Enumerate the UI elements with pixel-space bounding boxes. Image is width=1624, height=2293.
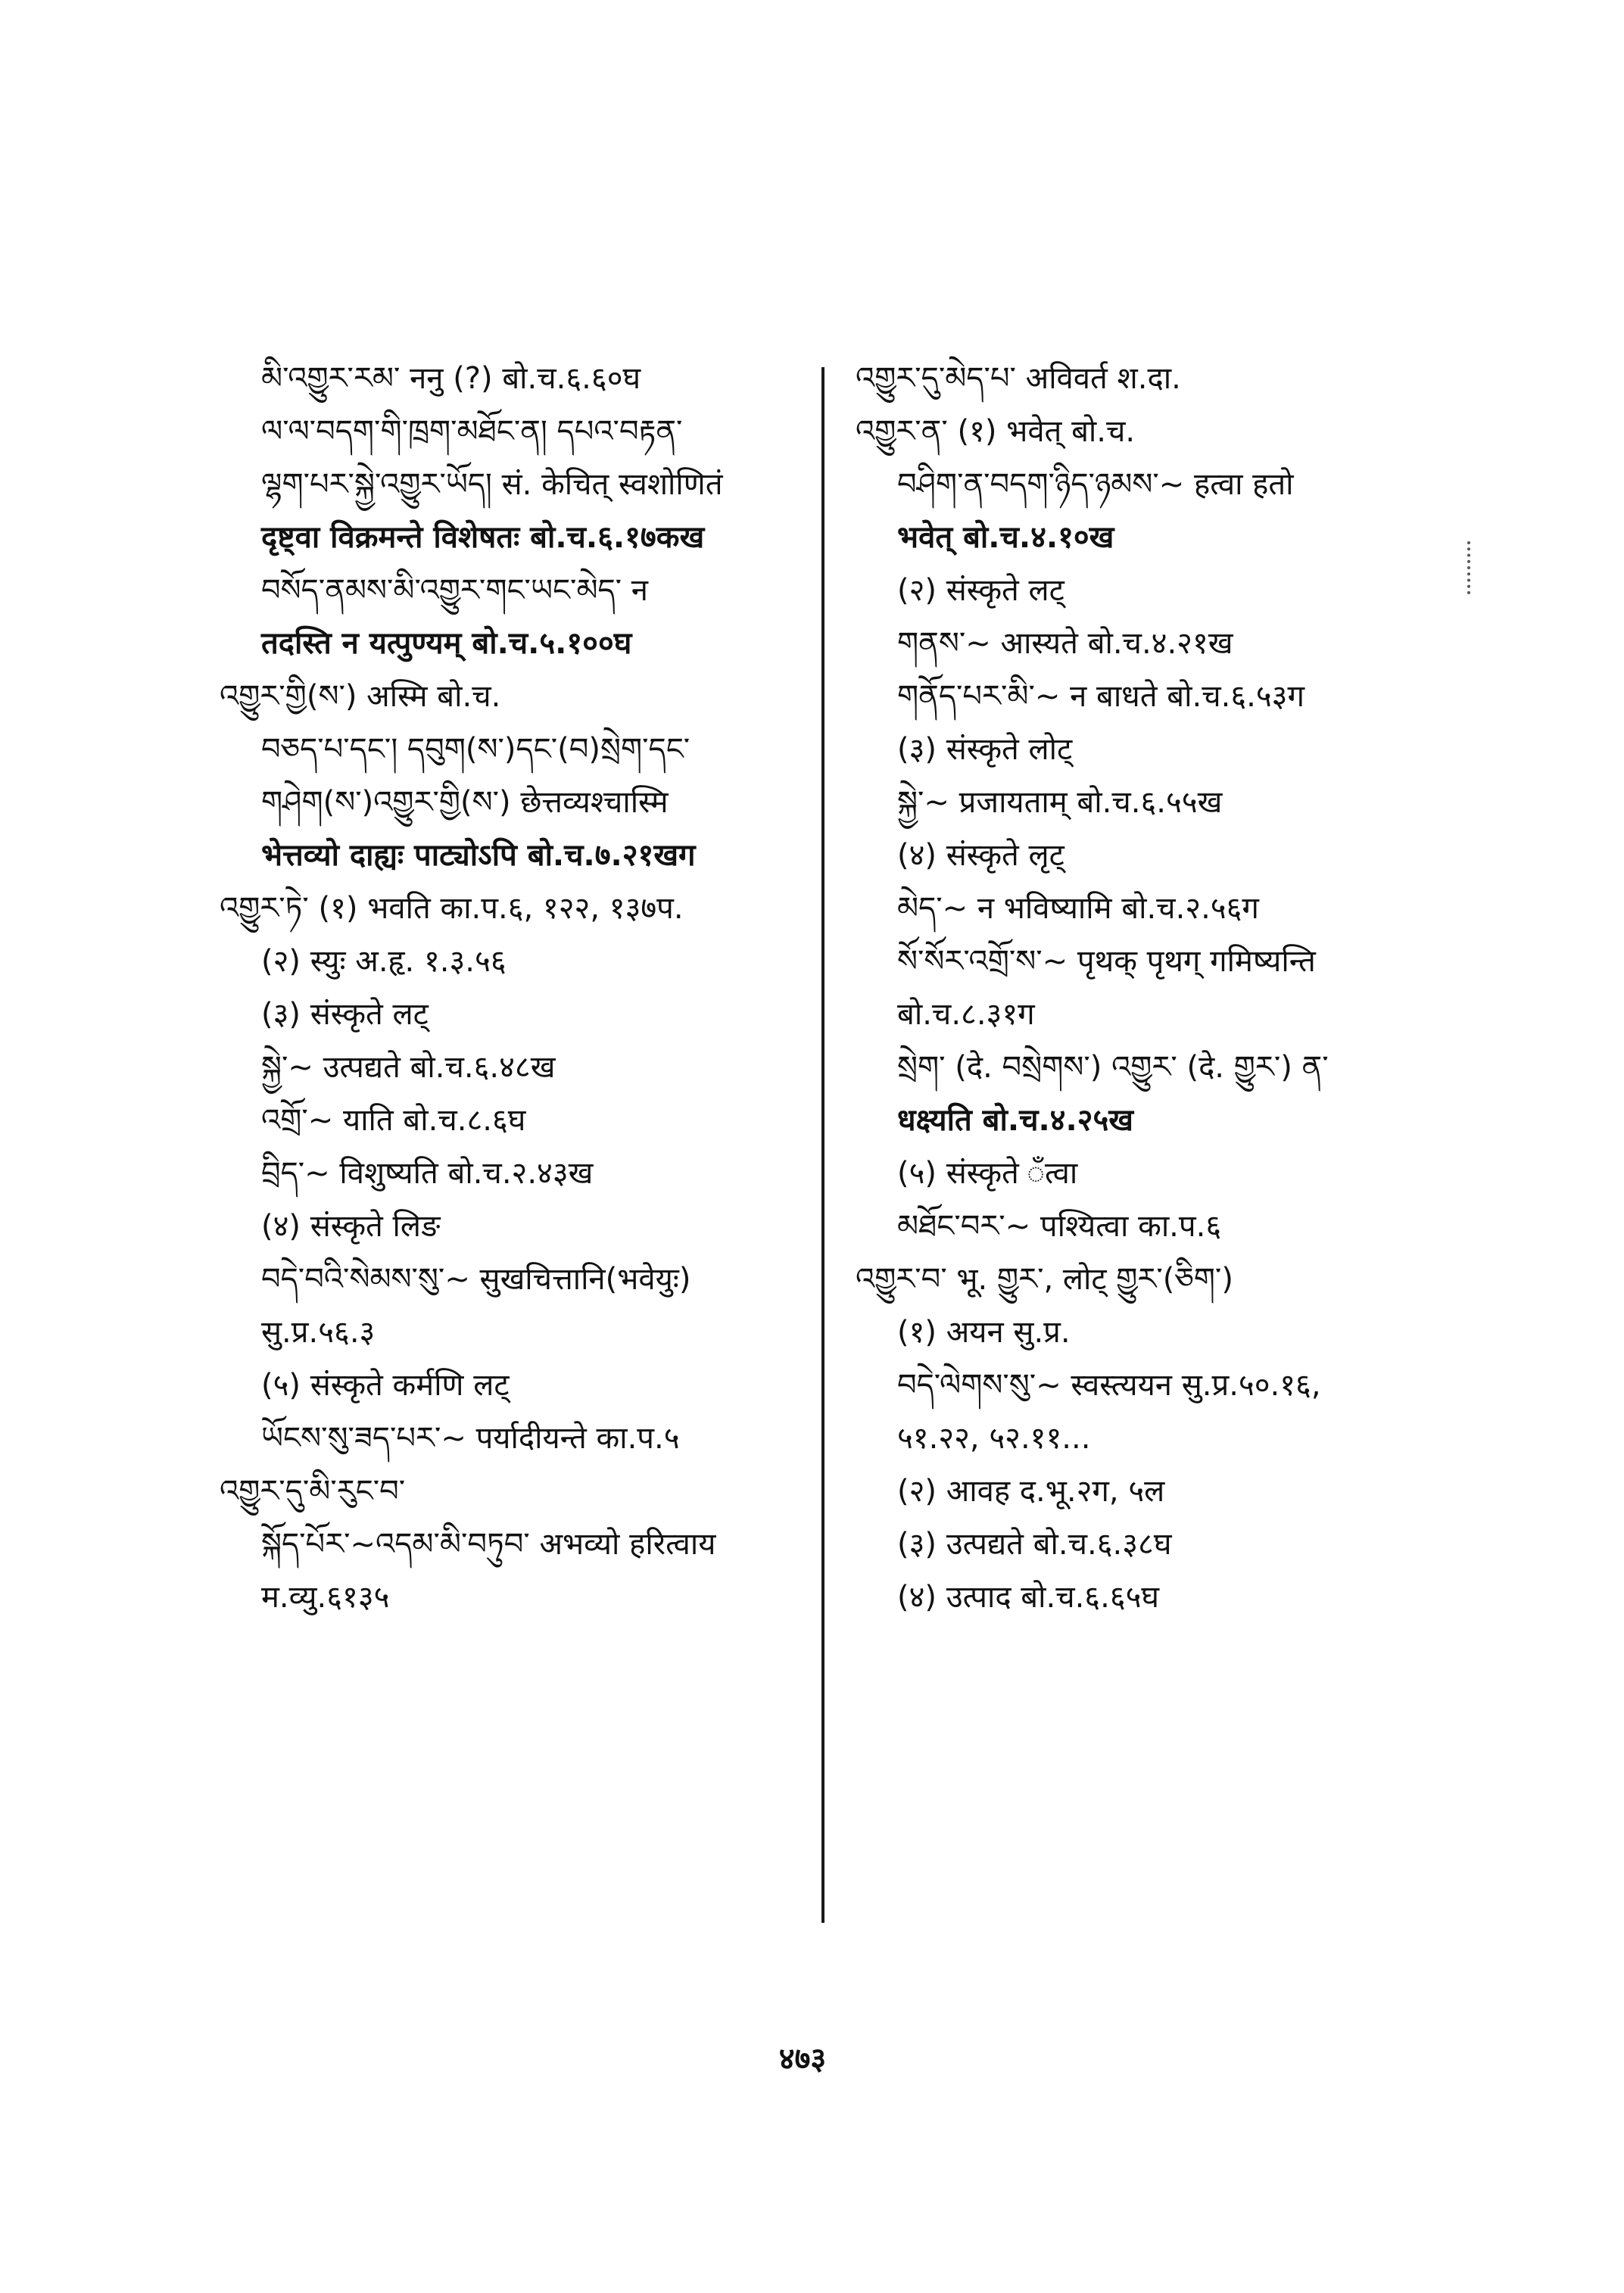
- column-divider: [821, 367, 824, 1923]
- entry-line: འགྲོ་~ याति बो.च.८.६घ: [261, 1103, 526, 1138]
- entry-line: म.व्यु.६१३५: [261, 1580, 390, 1615]
- headword-line: འགྱུར་བ་ भू. གྱུར་, लोट् གྱུར་(ཅིག་): [856, 1262, 1233, 1297]
- entry-line: གནས་~ आस्यते बो.च.४.२१ख: [897, 626, 1233, 661]
- entry-line: སྐོད་པོར་~འདམ་མི་བཏུབ་ अभव्यो हरित्वाय: [261, 1527, 716, 1562]
- entry-line: མི་འགྱུར་རམ་ ननु (?) बो.च.६.६०घ: [261, 361, 641, 396]
- entry-line: सु.प्र.५६.३: [261, 1315, 376, 1350]
- entry-line: སྐྱེ་~ उत्पद्यते बो.च.६.४८ख: [261, 1050, 556, 1085]
- headword-line: འགྱུར་ཏེ་ (१) भवति का.प.६, १२२, १३७प.: [220, 891, 684, 926]
- entry-line: (३) संस्कृते लोट्: [897, 732, 1073, 767]
- entry-line: ལ་ལ་བདག་གི་ཁྲག་མཐོང་ན། དཔའ་བརྟན་: [261, 414, 683, 449]
- headword-line: འགྱུར་དུ་མེད་པ་ अविवर्त श.दा.: [856, 361, 1181, 396]
- left-column: [220, 363, 818, 1635]
- entry-line: तदस्ति न यत्पुण्यम् बो.च.५.१००घ: [261, 626, 632, 661]
- entry-line: (५) संस्कृते ँत्वा: [897, 1156, 1078, 1191]
- entry-line: (४) उत्पाद बो.च.६.६५घ: [897, 1580, 1160, 1615]
- entry-line: གཤེག(ས་)འགྱུར་གྱི(ས་) छेत्तव्यश्चास्मि: [261, 785, 669, 820]
- headword-line: འགྱུར་ན་ (१) भवेत् बो.च.: [856, 414, 1136, 449]
- entry-line: སྐྱེ་~ प्रजायताम् बो.च.६.५५ख: [897, 785, 1223, 820]
- entry-line: दृष्ट्वा विक्रमन्ते विशेषतः बो.च.६.१७कख: [261, 520, 705, 555]
- entry-line: ལྷག་པར་སྐྱེ་འགྱུར་ཡོད། सं. केचित् स्वशोणितं: [261, 467, 723, 502]
- entry-line: (४) संस्कृते लृट्: [897, 838, 1064, 873]
- entry-line: མེད་~ न भविष्यामि बो.च.२.५६ग: [897, 891, 1259, 926]
- entry-line: བཅད་པ་དང་། དབུག(ས་)དང་(བ)སྲེག་དང་: [261, 732, 690, 767]
- entry-line: (१) अयन सु.प्र.: [897, 1315, 1071, 1350]
- entry-line: བདེ་ལེགས་སུ་~ स्वस्त्ययन सु.प्र.५०.१६,: [897, 1368, 1321, 1403]
- entry-line: (२) आवह द.भू.२ग, ५ल: [897, 1474, 1165, 1509]
- entry-line: (२) स्युः अ.हृ. १.३.५६: [261, 944, 507, 979]
- entry-line: भेत्तव्यो दाह्यः पाट्योऽपि बो.च.७.२१खग: [261, 838, 696, 873]
- entry-line: (२) संस्कृते लट्: [897, 573, 1064, 608]
- entry-line: བྲིད་~ विशुष्यति बो.च.२.४३ख: [261, 1156, 594, 1191]
- entry-line: धक्ष्यति बो.च.४.२५ख: [897, 1103, 1133, 1138]
- entry-line: ५१.२२, ५२.११...: [897, 1421, 1091, 1456]
- entry-line: བསོད་ནམས་མི་འགྱུར་གང་ཡང་མེད་ न: [261, 573, 648, 608]
- entry-line: བཤིག་ན་བདག་ཉིད་ཉམས་~ हत्वा हतो: [897, 467, 1294, 502]
- entry-line: བདེ་བའི་སེམས་སུ་~ सुखचित्तानि(भवेयुः): [261, 1262, 691, 1297]
- entry-line: (४) संस्कृते लिङ: [261, 1209, 441, 1244]
- entry-line: (३) उत्पद्यते बो.च.६.३८घ: [897, 1527, 1172, 1562]
- entry-line: མཐོང་བར་~ पश्यित्वा का.प.६: [897, 1209, 1222, 1244]
- entry-line: ཡོངས་སུ་ཟད་པར་~ पर्यादीयन्ते का.प.५: [261, 1421, 680, 1456]
- entry-line: भवेत् बो.च.४.१०ख: [897, 520, 1114, 555]
- entry-line: གནོད་པར་མི་~ न बाधते बो.च.६.५३ग: [897, 679, 1304, 714]
- entry-line: སོ་སོར་འགྲོ་ས་~ पृथक् पृथग् गमिष्यन्ति: [897, 944, 1316, 979]
- right-column: [856, 363, 1476, 1635]
- entry-line: སྲེག་ (दे. བསྲེགས་) འགྱུར་ (दे. གྱུར་) ན་: [897, 1050, 1329, 1085]
- headword-line: འགྱུར་དུ་མི་རུང་བ་: [220, 1474, 406, 1509]
- margin-dotted-mark: [1467, 541, 1473, 594]
- page-number: ४७३: [778, 2042, 827, 2076]
- entry-line: (५) संस्कृते कर्मणि लट्: [261, 1368, 510, 1403]
- headword-line: འགྱུར་གྱི(ས་) अस्मि बो.च.: [220, 679, 501, 714]
- entry-line: (३) संस्कृते लट्: [261, 997, 429, 1032]
- entry-line: बो.च.८.३१ग: [897, 997, 1035, 1032]
